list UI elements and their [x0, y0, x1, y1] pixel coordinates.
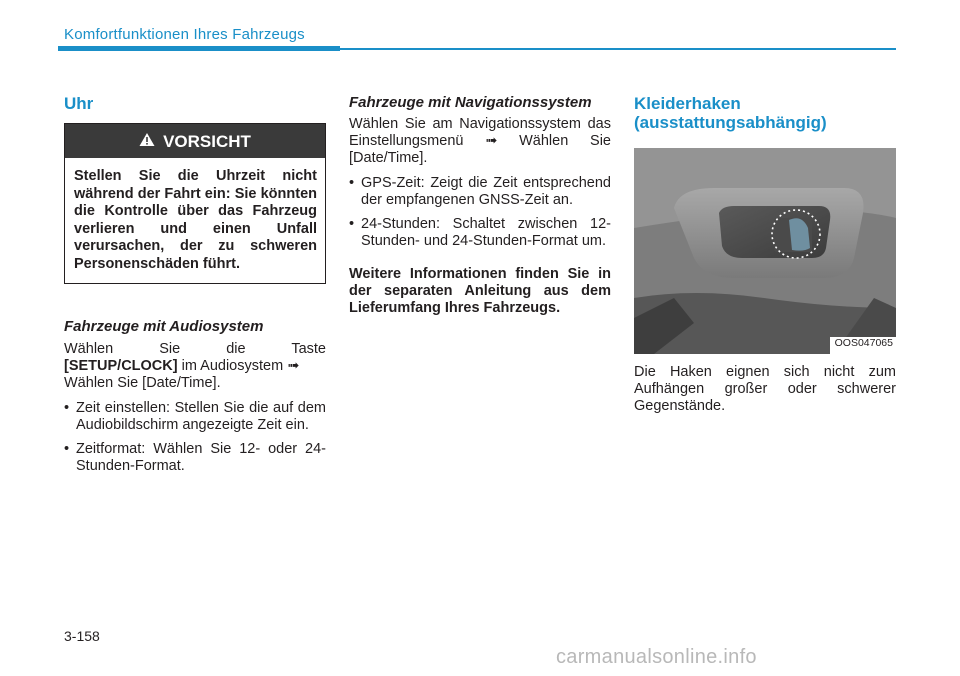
audio-bullets: [64, 400, 326, 475]
header-rule-thick: [58, 46, 340, 51]
column-clock: [64, 94, 326, 482]
column-navigation: [349, 94, 611, 317]
list-item: • GPS-Zeit: Zeigt die Zeit entsprechend der empfangenen GNSS-Zeit an.: [349, 175, 611, 209]
navigation-bullets: [349, 175, 611, 250]
section-title: Komfortfunktionen Ihres Fahrzeugs: [64, 26, 305, 43]
caution-header: [65, 124, 325, 158]
caution-text: Stellen Sie die Uhrzeit nicht während der Fahrt ein: Sie könnten die Kontrolle über das Fahrzeug verlieren und einen Unfall verursachen, der zu schweren Personenschäden führt.: [74, 168, 317, 272]
warning-triangle-icon: [139, 132, 155, 150]
caution-title: VORSICHT: [163, 131, 251, 151]
column-coat-hook: [634, 94, 896, 415]
setup-clock-key: [SETUP/CLOCK]: [64, 358, 178, 374]
coat-hook-note: Die Haken eignen sich nicht zum Aufhängen großer oder schwerer Gegenstände.: [634, 364, 896, 414]
list-item: • Zeit einstellen: Stellen Sie die auf dem Audiobildschirm angezeigte Zeit ein.: [64, 400, 326, 434]
coat-hook-illustration: [634, 148, 896, 354]
navigation-intro: Wählen Sie am Navigationssystem das Einstellungsmenü ➟ Wählen Sie [Date/Time].: [349, 116, 611, 166]
subheading-navigation: Fahrzeuge mit Navigationssystem: [349, 94, 592, 111]
header-rule-thin: [340, 48, 896, 50]
heading-coat-hook: Kleiderhaken (ausstattungsabhängig): [634, 94, 827, 132]
watermark: carmanualsonline.info: [556, 646, 757, 668]
navigation-note: Weitere Informationen finden Sie in der separaten Anleitung aus dem Lieferumfang Ihres Fahrzeugs.: [349, 266, 611, 316]
caution-box: [64, 123, 326, 284]
image-code: OOS047065: [834, 337, 893, 349]
heading-uhr: Uhr: [64, 94, 94, 113]
audio-intro-tail: im Audiosystem ➟ Wählen Sie [Date/Time].: [64, 358, 300, 391]
coat-hook-photo: [634, 148, 896, 354]
list-item: • Zeitformat: Wählen Sie 12- oder 24-Stunden-Format.: [64, 441, 326, 475]
subheading-audio: Fahrzeuge mit Audiosystem: [64, 318, 264, 335]
audio-intro-line1: Wählen Sie die Taste: [64, 341, 326, 357]
list-item: • 24-Stunden: Schaltet zwischen 12-Stunden- und 24-Stunden-Format um.: [349, 216, 611, 250]
page-number: 3-158: [64, 628, 100, 644]
audio-intro-rest: [64, 358, 326, 392]
